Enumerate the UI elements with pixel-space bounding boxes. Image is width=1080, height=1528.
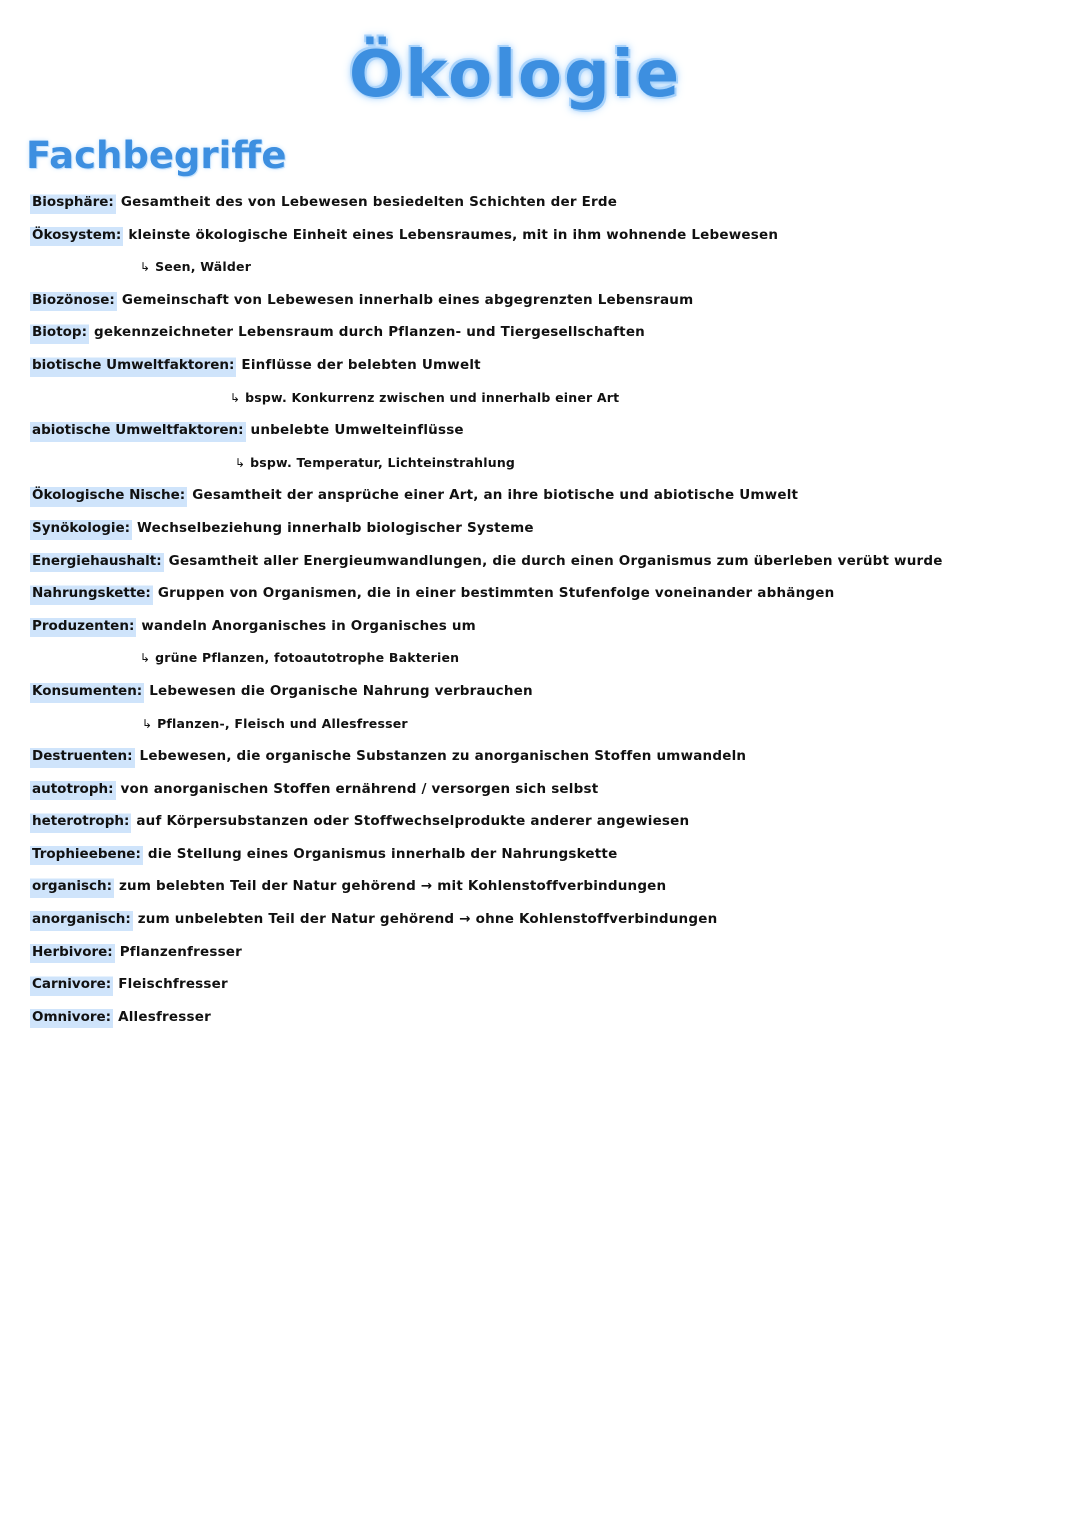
glossary-term: autotroph: xyxy=(30,773,116,806)
page-title: Ökologie xyxy=(348,38,682,112)
glossary-term: organisch: xyxy=(30,870,114,903)
example-text: Seen, Wälder xyxy=(155,259,252,275)
glossary-definition: Lebewesen, die organische Substanzen zu anorganischen Stoffen umwandeln xyxy=(139,748,747,765)
glossary-term: Trophieebene: xyxy=(30,838,143,871)
arrow-icon: ↳ xyxy=(230,390,241,405)
glossary-definition: kleinste ökologische Einheit eines Lebensraumes, mit in ihm wohnende Lebewesen xyxy=(128,226,779,243)
glossary-entry xyxy=(30,186,1070,219)
glossary-entry xyxy=(30,545,1070,578)
glossary-definition: Fleischfresser xyxy=(118,976,228,993)
glossary-term: Produzenten: xyxy=(30,610,136,643)
glossary-term: Biotop: xyxy=(30,316,89,349)
glossary-term: abiotische Umweltfaktoren: xyxy=(30,414,246,447)
section-heading: Fachbegriffe xyxy=(26,134,287,177)
glossary-definition: zum belebten Teil der Natur gehörend → mit Kohlenstoffverbindungen xyxy=(119,878,667,895)
glossary-definition: von anorganischen Stoffen ernährend / versorgen sich selbst xyxy=(120,780,599,797)
glossary-definition: Gesamtheit aller Energieumwandlungen, die durch einen Organismus zum überleben verübt wurde xyxy=(168,552,943,569)
glossary-definition: auf Körpersubstanzen oder Stoffwechselprodukte anderer angewiesen xyxy=(136,813,690,830)
glossary-entry xyxy=(30,479,1070,512)
glossary-definition: die Stellung eines Organismus innerhalb der Nahrungskette xyxy=(147,845,618,862)
glossary-term: Ökologische Nische: xyxy=(30,479,187,512)
glossary-term: Ökosystem: xyxy=(30,219,123,252)
glossary-term: Energiehaushalt: xyxy=(30,545,164,578)
glossary-term: Konsumenten: xyxy=(30,675,144,708)
glossary-entry xyxy=(30,1001,1070,1034)
glossary-term: Biosphäre: xyxy=(30,186,116,219)
glossary-term: Carnivore: xyxy=(30,968,113,1001)
glossary-definition: zum unbelebten Teil der Natur gehörend → ohne Kohlenstoffverbindungen xyxy=(137,911,718,928)
glossary-example xyxy=(30,447,1070,480)
glossary-entry xyxy=(30,316,1070,349)
glossary-term: Biozönose: xyxy=(30,284,117,317)
glossary-entry xyxy=(30,740,1070,773)
glossary-entry xyxy=(30,577,1070,610)
glossary-term: Nahrungskette: xyxy=(30,577,153,610)
arrow-icon: ↳ xyxy=(235,455,246,470)
example-text: grüne Pflanzen, fotoautotrophe Bakterien xyxy=(155,650,460,666)
glossary-entry xyxy=(30,414,1070,447)
glossary-entry xyxy=(30,512,1070,545)
glossary-entry xyxy=(30,773,1070,806)
glossary-term: Omnivore: xyxy=(30,1001,113,1034)
glossary-definition: Einflüsse der belebten Umwelt xyxy=(241,356,481,373)
glossary-definition: Gruppen von Organismen, die in einer bestimmten Stufenfolge voneinander abhängen xyxy=(157,585,835,602)
glossary-term: Herbivore: xyxy=(30,936,115,969)
glossary-definition: wandeln Anorganisches in Organisches um xyxy=(141,617,476,634)
glossary-term: Synökologie: xyxy=(30,512,132,545)
glossary-term: heterotroph: xyxy=(30,805,131,838)
glossary-entry xyxy=(30,805,1070,838)
glossary-definition: gekennzeichneter Lebensraum durch Pflanzen- und Tiergesellschaften xyxy=(93,324,645,341)
glossary-entry xyxy=(30,838,1070,871)
example-text: bspw. Konkurrenz zwischen und innerhalb einer Art xyxy=(245,389,620,405)
glossary-term: anorganisch: xyxy=(30,903,133,936)
glossary-definition: Pflanzenfresser xyxy=(119,943,243,960)
arrow-icon: ↳ xyxy=(142,716,153,731)
glossary-example xyxy=(30,382,1070,415)
glossary-list xyxy=(30,186,1070,1033)
example-text: bspw. Temperatur, Lichteinstrahlung xyxy=(250,454,516,470)
glossary-term: biotische Umweltfaktoren: xyxy=(30,349,236,382)
glossary-definition: Gemeinschaft von Lebewesen innerhalb eines abgegrenzten Lebensraum xyxy=(121,291,694,308)
glossary-definition: Gesamtheit des von Lebewesen besiedelten Schichten der Erde xyxy=(120,194,618,210)
glossary-entry xyxy=(30,968,1070,1001)
glossary-term: Destruenten: xyxy=(30,740,135,773)
arrow-icon: ↳ xyxy=(140,651,151,666)
glossary-example xyxy=(30,642,1070,675)
glossary-definition: Wechselbeziehung innerhalb biologischer Systeme xyxy=(137,519,534,536)
glossary-entry xyxy=(30,870,1070,903)
glossary-entry xyxy=(30,936,1070,969)
arrow-icon: ↳ xyxy=(140,260,151,275)
glossary-definition: unbelebte Umwelteinflüsse xyxy=(250,422,464,439)
glossary-entry xyxy=(30,675,1070,708)
glossary-definition: Allesfresser xyxy=(118,1008,211,1025)
glossary-entry xyxy=(30,903,1070,936)
glossary-entry xyxy=(30,284,1070,317)
glossary-definition: Lebewesen die Organische Nahrung verbrauchen xyxy=(149,682,533,699)
glossary-entry xyxy=(30,349,1070,382)
glossary-definition: Gesamtheit der ansprüche einer Art, an ihre biotische und abiotische Umwelt xyxy=(192,487,799,504)
glossary-example xyxy=(30,708,1070,741)
glossary-entry xyxy=(30,610,1070,643)
glossary-entry xyxy=(30,219,1070,252)
glossary-example xyxy=(30,251,1070,284)
example-text: Pflanzen-, Fleisch und Allesfresser xyxy=(157,715,408,731)
